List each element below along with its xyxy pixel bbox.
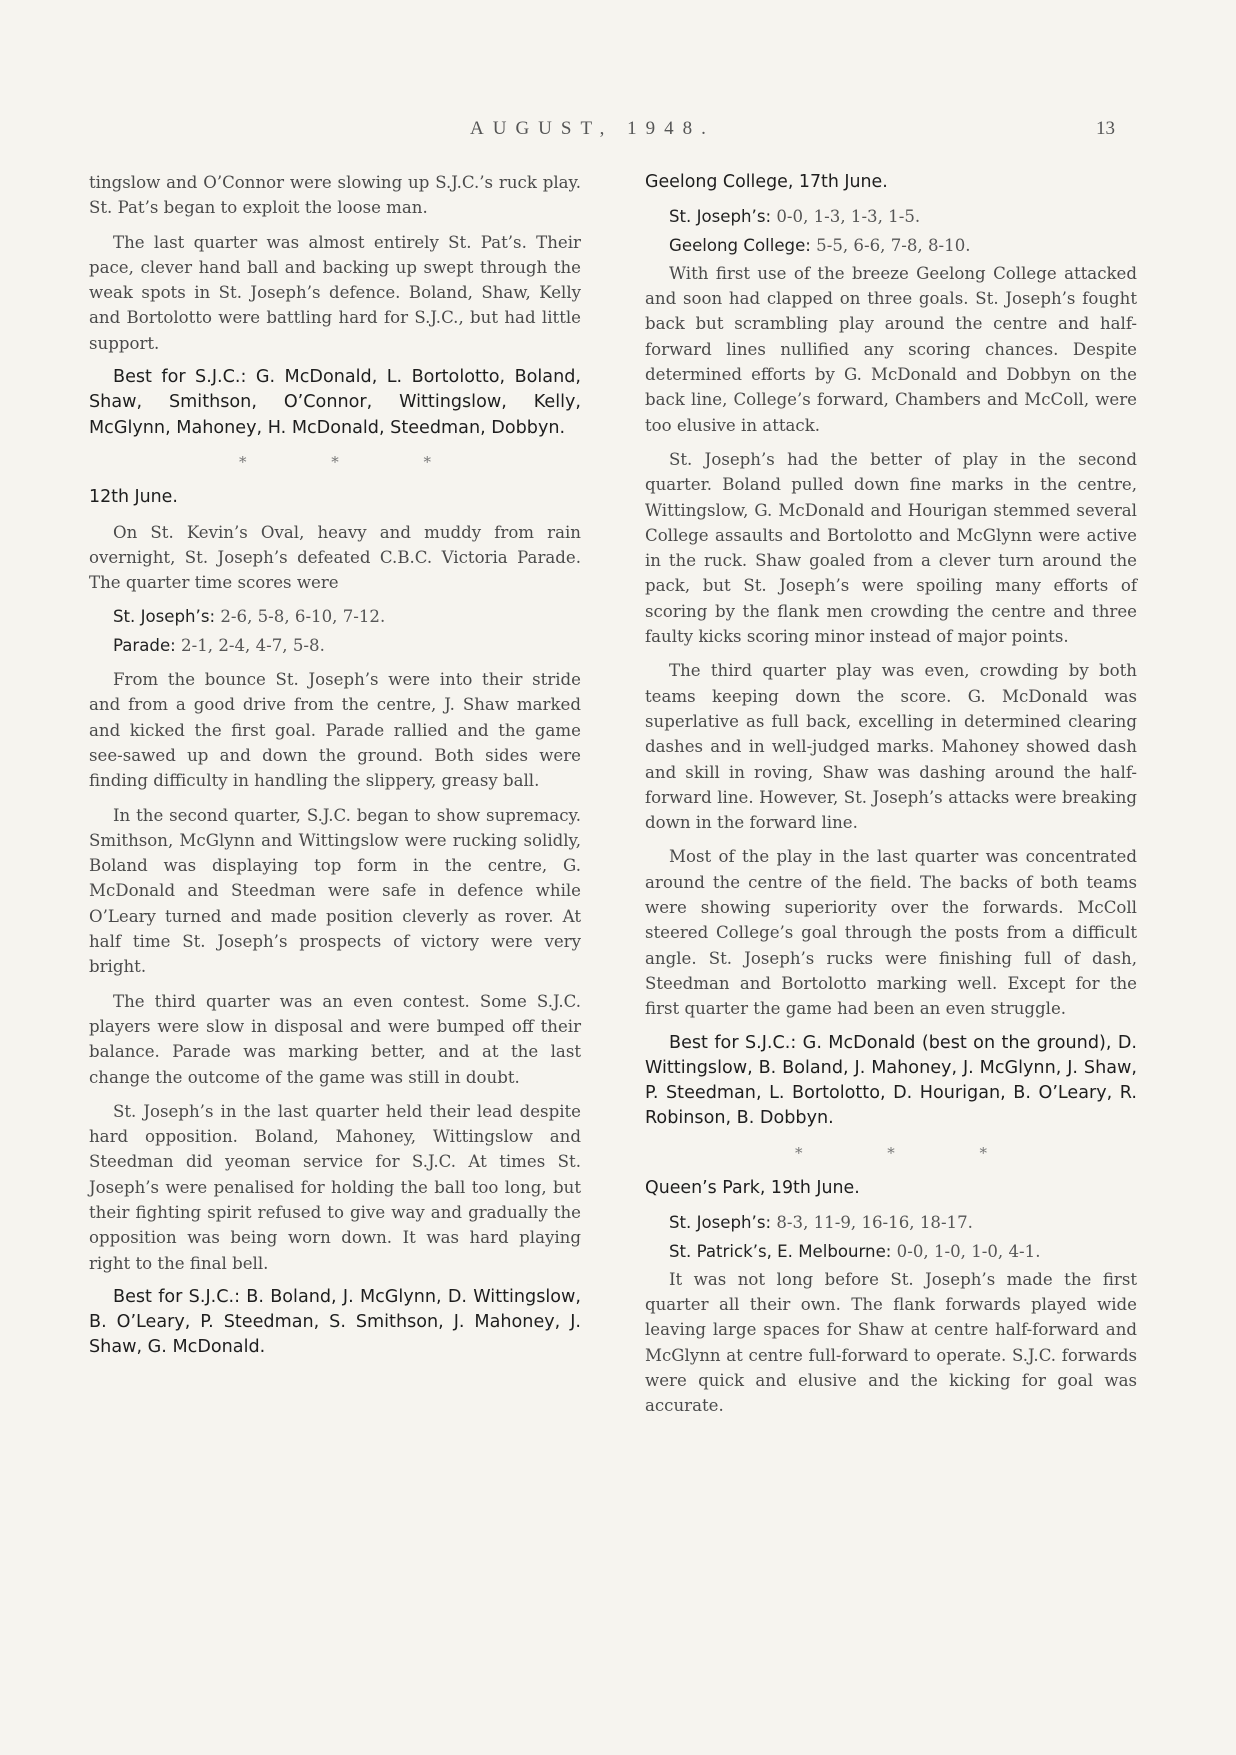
score-line bbox=[89, 633, 581, 658]
paragraph: On St. Kevin’s Oval, heavy and muddy from rain overnight, St. Joseph’s defeated C.B.C. Victoria Parade. The quarter time scores were bbox=[89, 522, 581, 593]
best-players-list: Best for S.J.C.: B. Boland, J. McGlynn, D. Wittingslow, B. O’Leary, P. Steedman, S. Smithson, J. Mahoney, J. Shaw, G. McDonald. bbox=[89, 1286, 581, 1358]
paragraph: St. Joseph’s had the better of play in the second quarter. Boland pulled down fine marks in the centre, Wittingslow, G. McDonald and Hourigan stemmed several College assaults and Bortolotto and McGlynn were active in the ruck. Shaw goaled from a clever turn around the pack, but St. Joseph’s were spoiling many efforts of scoring by the flank men crowding the centre and three faulty kicks scoring minor instead of major points. bbox=[645, 449, 1137, 647]
paragraph: The third quarter play was even, crowding by both teams keeping down the score. G. McDonald was superlative as full back, excelling in determined clearing dashes and in well-judged marks. Mahoney showed dash and skill in roving, Shaw was dashing around the half-forward line. However, St. Joseph’s attacks were breaking down in the forward line. bbox=[645, 661, 1137, 833]
team-label: St. Joseph’s: bbox=[669, 207, 772, 227]
paragraph: The third quarter was an even contest. Some S.J.C. players were slow in disposal and were bumped off their balance. Parade was marking better, and at the last change the outcome of the game was still in doubt. bbox=[89, 991, 581, 1087]
paragraph: It was not long before St. Joseph’s made the first quarter all their own. The flank forwards played wide leaving large spaces for Shaw at centre half-forward and McGlynn at centre full-forward to operate. S.J.C. forwards were quick and elusive and the kicking for goal was accurate. bbox=[645, 1269, 1137, 1416]
section-divider: * * * bbox=[794, 1143, 1028, 1162]
quarter-scores: 0-0, 1-0, 1-0, 4-1. bbox=[896, 1241, 1041, 1261]
match-heading: Queen’s Park, 19th June. bbox=[645, 1177, 860, 1198]
match-heading: 12th June. bbox=[89, 487, 178, 508]
paragraph: In the second quarter, S.J.C. began to show supremacy. Smithson, McGlynn and Wittingslow were rucking solidly, Boland was displaying top form in the centre, G. McDonald and Steedman were safe in defence while O’Leary turned and made position cleverly as rover. At half time St. Joseph’s prospects of victory were very bright. bbox=[89, 805, 581, 977]
page-number: 13 bbox=[1096, 118, 1115, 139]
team-label: St. Patrick’s, E. Melbourne: bbox=[669, 1241, 892, 1261]
score-line bbox=[645, 204, 1137, 229]
left-column bbox=[89, 170, 581, 1370]
best-players-list: Best for S.J.C.: G. McDonald (best on the ground), D. Wittingslow, B. Boland, J. Mahoney, J. McGlynn, J. Shaw, P. Steedman, L. Bortolotto, D. Hourigan, B. O’Leary, R. Robinson, B. Dobbyn. bbox=[645, 1032, 1137, 1129]
team-label: Geelong College: bbox=[669, 235, 811, 255]
paragraph: With first use of the breeze Geelong College attacked and soon had clapped on three goals. St. Joseph’s fought back but scrambling play around the centre and half-forward lines nullified any scoring chances. Despite determined efforts by G. McDonald and Dobbyn on the back line, College’s forward, Chambers and McColl, were too elusive in attack. bbox=[645, 263, 1137, 435]
team-label: Parade: bbox=[113, 635, 176, 655]
running-header bbox=[0, 118, 1236, 148]
score-line bbox=[645, 1210, 1137, 1235]
paragraph: tingslow and O’Connor were slowing up S.J.C.’s ruck play. St. Pat’s began to exploit the loose man. bbox=[89, 173, 581, 218]
section-divider: * * * bbox=[238, 452, 472, 471]
quarter-scores: 2-1, 2-4, 4-7, 5-8. bbox=[181, 635, 325, 655]
paragraph: St. Joseph’s in the last quarter held their lead despite hard opposition. Boland, Mahoney, Wittingslow and Steedman did yeoman service for S.J.C. At times St. Joseph’s were penalised for holding the ball too long, but their fighting spirit refused to give way and gradually the opposition was being worn down. It was hard playing right to the final bell. bbox=[89, 1101, 581, 1273]
quarter-scores: 2-6, 5-8, 6-10, 7-12. bbox=[220, 607, 386, 627]
quarter-scores: 0-0, 1-3, 1-3, 1-5. bbox=[776, 207, 921, 227]
team-label: St. Joseph’s: bbox=[113, 607, 216, 627]
paragraph: The last quarter was almost entirely St. Pat’s. Their pace, clever hand ball and backing up swept through the weak spots in St. Joseph’s defence. Boland, Shaw, Kelly and Bortolotto were battling hard for S.J.C., but had little support. bbox=[89, 232, 581, 353]
match-heading: Geelong College, 17th June. bbox=[645, 172, 888, 192]
header-title: AUGUST, 1948. bbox=[470, 118, 715, 139]
quarter-scores: 8-3, 11-9, 16-16, 18-17. bbox=[776, 1213, 973, 1233]
right-column bbox=[645, 170, 1137, 1428]
score-line bbox=[645, 1239, 1137, 1264]
best-players-list: Best for S.J.C.: G. McDonald, L. Bortolotto, Boland, Shaw, Smithson, O’Connor, Wittingslow, Kelly, McGlynn, Mahoney, H. McDonald, Steedman, Dobbyn. bbox=[89, 367, 581, 438]
score-line bbox=[89, 604, 581, 629]
score-line bbox=[645, 233, 1137, 258]
quarter-scores: 5-5, 6-6, 7-8, 8-10. bbox=[816, 235, 971, 255]
paragraph: Most of the play in the last quarter was concentrated around the centre of the field. The backs of both teams were showing superiority over the forwards. McColl steered College’s goal through the posts from a difficult angle. St. Joseph’s rucks were finishing full of dash, Steedman and Bortolotto marking well. Except for the first quarter the game had been an even struggle. bbox=[645, 847, 1137, 1019]
paragraph: From the bounce St. Joseph’s were into their stride and from a good drive from the centre, J. Shaw marked and kicked the first goal. Parade rallied and the game see-sawed up and down the ground. Both sides were finding difficulty in handling the slippery, greasy ball. bbox=[89, 670, 581, 791]
team-label: St. Joseph’s: bbox=[669, 1213, 772, 1233]
